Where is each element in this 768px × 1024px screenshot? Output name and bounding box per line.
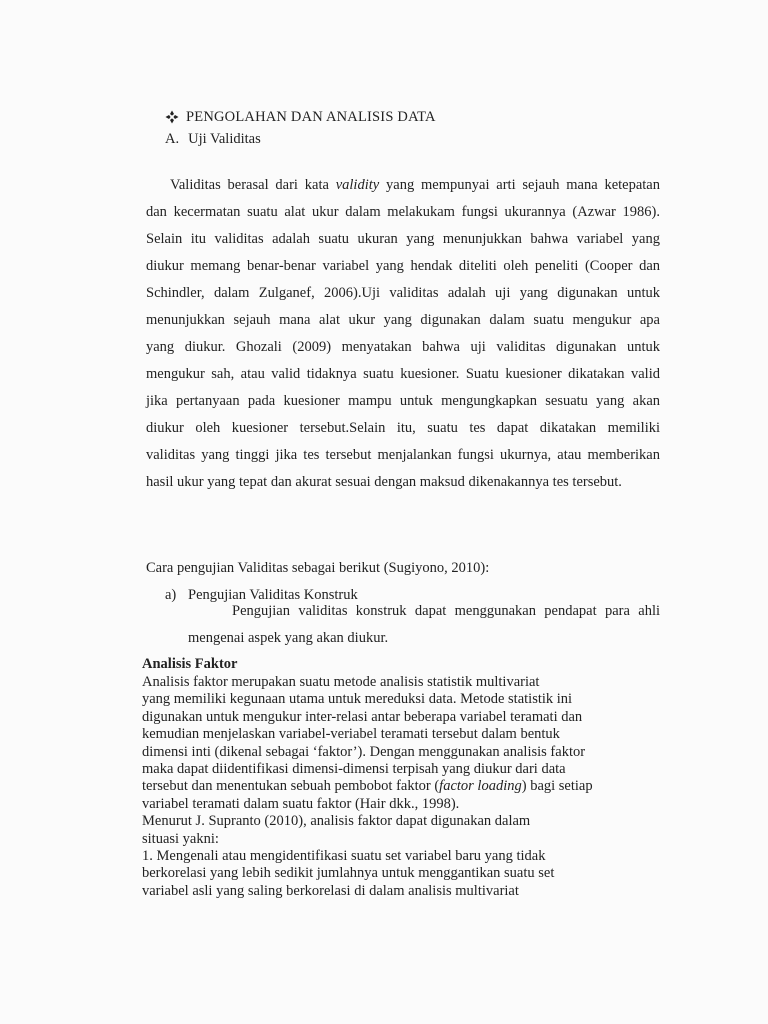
method-intro: Cara pengujian Validitas sebagai berikut (Sugiyono, 2010): (146, 560, 490, 576)
paragraph-line: Pengujian validitas konstruk dapat menggunakan pendapat para ahli (232, 603, 660, 619)
text-line: variabel asli yang saling berkorelasi di dalam analisis multivariat (142, 882, 519, 899)
text-line: berkorelasi yang lebih sedikit jumlahnya untuk menggantikan suatu set (142, 865, 555, 882)
text-line: Menurut J. Supranto (2010), analisis faktor dapat digunakan dalam (142, 813, 531, 830)
paragraph-line: mengukur sah, atau valid tidaknya suatu kuesioner. Suatu kuesioner dikatakan valid (146, 366, 660, 382)
paragraph-line: Validitas berasal dari kata validity yang mempunyai arti sejauh mana ketepatan (170, 177, 660, 193)
subsection-title: Uji Validitas (188, 131, 261, 147)
paragraph-line: mengenai aspek yang akan diukur. (188, 630, 389, 646)
text-line: tersebut dan menentukan sebuah pembobot faktor (factor loading) bagi setiap (142, 778, 593, 795)
paragraph-line: yang diukur. Ghozali (2009) menyatakan bahwa uji validitas digunakan untuk (146, 339, 660, 355)
paragraph-line: jika pertanyaan pada kuesioner mampu untuk mengungkapkan sesuatu yang akan (146, 393, 660, 409)
list-item-title: Pengujian Validitas Konstruk (188, 587, 358, 603)
text-line: maka dapat diidentifikasi dimensi-dimensi terpisah yang diukur dari data (142, 760, 566, 777)
text-line: Analisis faktor merupakan suatu metode analisis statistik multivariat (142, 674, 540, 690)
text-line: situasi yakni: (142, 830, 219, 847)
paragraph-line: Schindler, dalam Zulganef, 2006).Uji validitas adalah uji yang digunakan untuk (146, 285, 660, 301)
text-line: 1. Mengenali atau mengidentifikasi suatu set variabel baru yang tidak (142, 847, 546, 864)
paragraph-line: diukur oleh kuesioner tersebut.Selain itu, suatu tes dapat dikatakan memiliki (146, 420, 660, 436)
section-heading: PENGOLAHAN DAN ANALISIS DATA (186, 109, 436, 125)
text-line: dimensi inti (dikenal sebagai ‘faktor’). Dengan menggunakan analisis faktor (142, 743, 586, 760)
text-line: yang memiliki kegunaan utama untuk mereduksi data. Metode statistik ini (142, 691, 573, 708)
factor-analysis-text (142, 674, 612, 900)
paragraph-line: Selain itu validitas adalah suatu ukuran yang menunjukkan bahwa variabel yang (146, 231, 660, 247)
list-item-body (188, 598, 660, 652)
paragraph-line: dan kecermatan suatu alat ukur dalam melakukam fungsi ukurannya (Azwar 1986). (146, 204, 660, 220)
paragraph-line: menunjukkan sejauh mana alat ukur yang digunakan dalam suatu mengukur apa (146, 312, 660, 328)
text-line: variabel teramati dalam suatu faktor (Hair dkk., 1998). (142, 795, 460, 812)
text-line: kemudian menjelaskan variabel-veriabel teramati tersebut dalam bentuk (142, 726, 560, 743)
validity-paragraph (146, 172, 660, 496)
paragraph-line: diukur memang benar-benar variabel yang hendak diteliti oleh peneliti (Cooper dan (146, 258, 660, 274)
analysis-heading: Analisis Faktor (142, 656, 238, 672)
paragraph-line: hasil ukur yang tepat dan akurat sesuai dengan maksud dikenakannya tes tersebut. (146, 474, 622, 490)
paragraph-line: validitas yang tinggi jika tes tersebut menjalankan fungsi ukurnya, atau memberikan (146, 447, 660, 463)
subsection-marker: A. (165, 131, 180, 147)
diamond-bullet-icon (165, 110, 179, 124)
subsection-heading (165, 131, 261, 148)
italic-term: factor loading (439, 778, 522, 795)
italic-term: validity (335, 177, 380, 193)
text-line: digunakan untuk mengukur inter-relasi antar beberapa variabel teramati dan (142, 708, 583, 725)
list-marker: a) (165, 587, 177, 603)
